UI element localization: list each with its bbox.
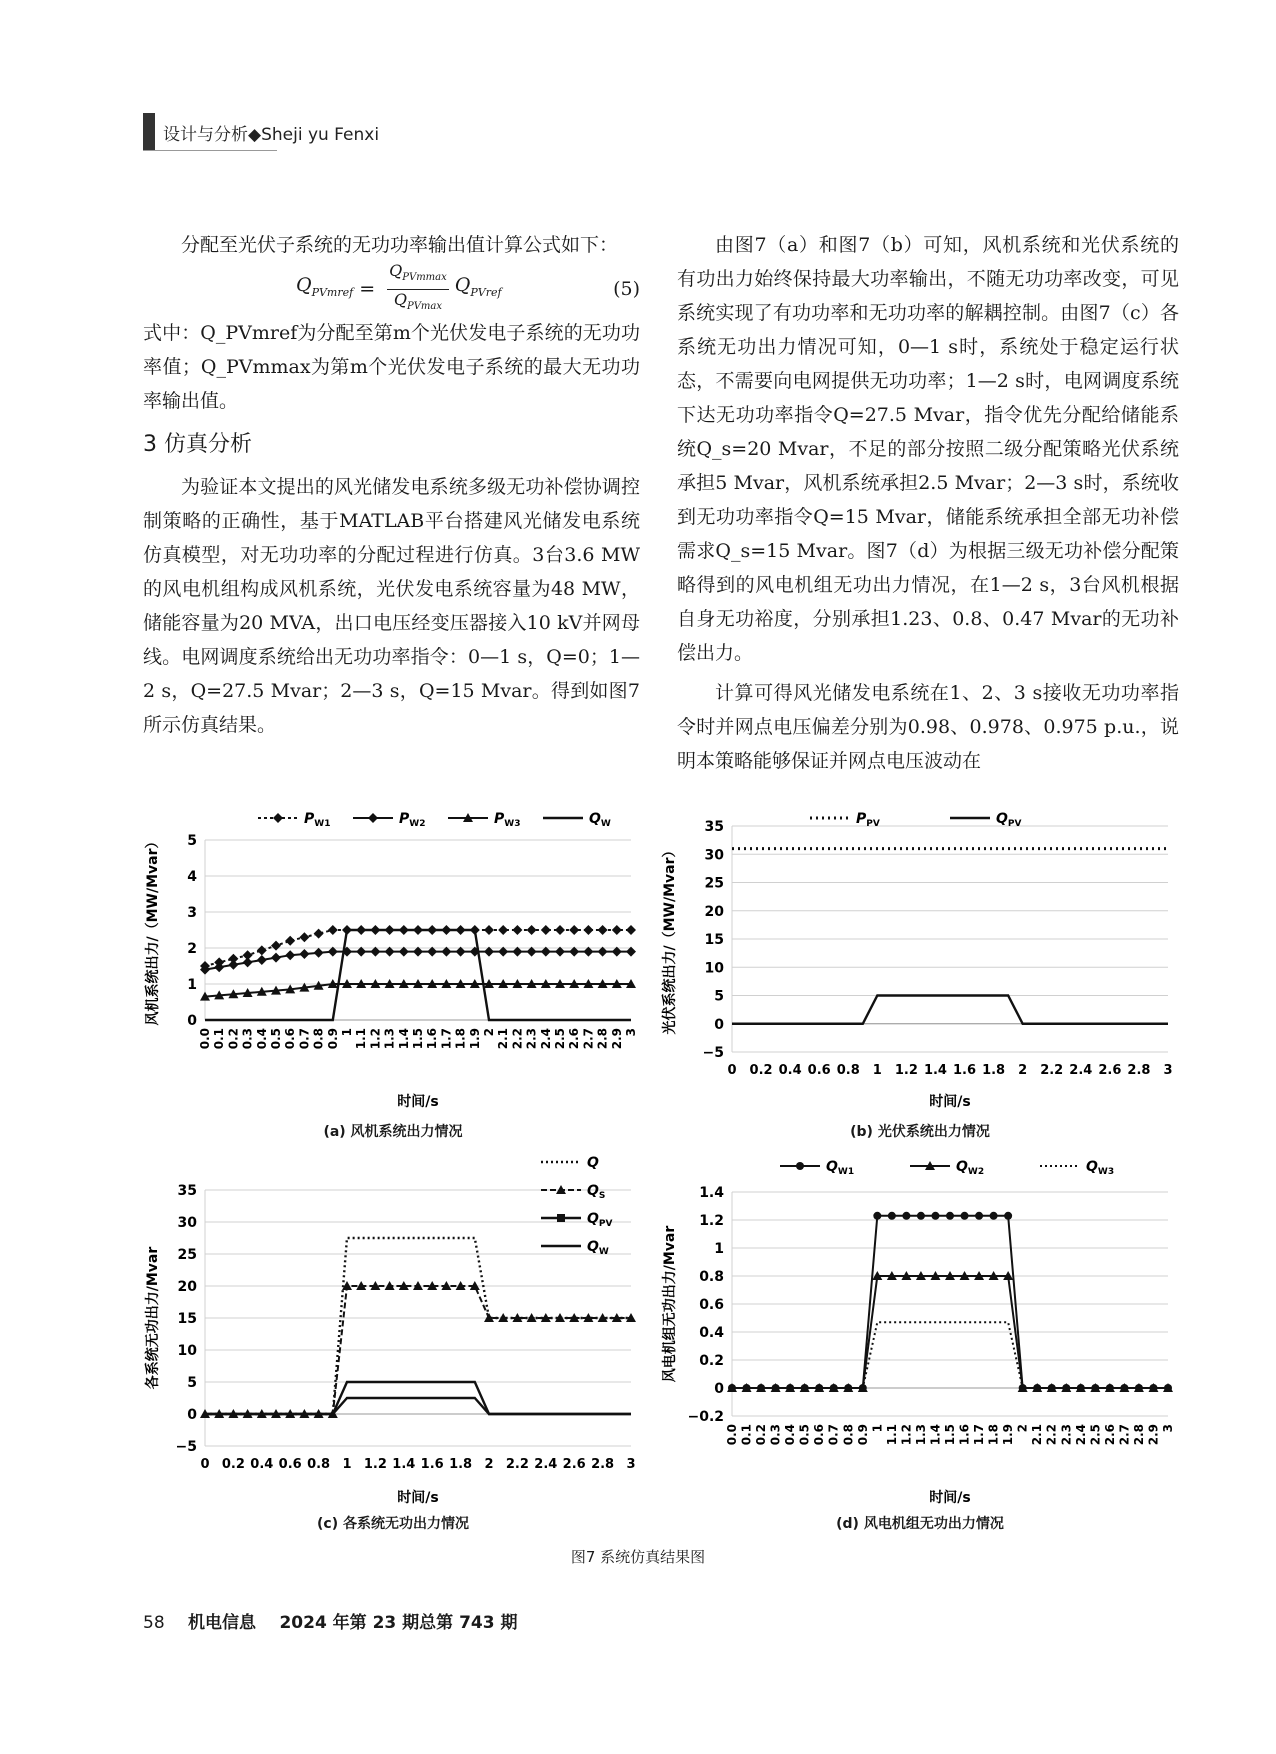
data-point xyxy=(541,925,551,935)
legend-label: $Q_{W2}$ xyxy=(956,1159,985,1177)
x-tick-label: 2.4 xyxy=(1069,1063,1093,1078)
x-tick-label: 1.4 xyxy=(396,1028,411,1050)
x-tick-label: 2.4 xyxy=(534,1457,558,1472)
data-point xyxy=(328,925,338,935)
y-tick-label: −5 xyxy=(175,1439,197,1455)
x-tick-label: 0 xyxy=(727,1063,737,1078)
x-tick-label: 3 xyxy=(626,1457,636,1472)
x-tick-label: 1.5 xyxy=(943,1424,957,1446)
equation-5: $Q_{PVmref}$ = $\frac{Q_{PVmmax}}{Q_{PVmax}}$ $Q_{PVref}$ (5) xyxy=(143,262,640,316)
x-tick-label: 1.9 xyxy=(1001,1424,1016,1446)
caption-c: (c) 各系统无功出力情况 xyxy=(317,1516,469,1532)
x-tick-label: 2.1 xyxy=(496,1028,511,1050)
paragraph: 为验证本文提出的风光储发电系统多级无功补偿协调控制策略的正确性，基于MATLAB平台搭建风光储发电系统仿真模型，对无功功率的分配过程进行仿真。3台3.6 MW的风电机组构成风机系统，光伏发电系统容量为48 MW，储能容量为20 MVA，出口电压经变压器接入10 kV并网母线。电网调度系统给出无功功率指令：0—1 s，Q=0；1—2 s，Q=27.5 Mvar；2—3 s，Q=15 Mvar。得到如图7所示仿真结果。 xyxy=(143,476,640,736)
data-point xyxy=(931,1212,939,1220)
issue-info: 2024 年第 23 期总第 743 期 xyxy=(279,1613,518,1633)
data-point xyxy=(990,1212,998,1220)
y-axis-label: 各系统无功出力/Mvar xyxy=(145,1246,161,1390)
x-tick-label: 1.6 xyxy=(953,1063,977,1078)
data-point xyxy=(583,925,593,935)
y-tick-label: 35 xyxy=(704,819,724,835)
x-tick-label: 0 xyxy=(200,1457,210,1472)
y-tick-label: 10 xyxy=(177,1343,197,1359)
y-tick-label: 1.2 xyxy=(699,1213,724,1229)
y-tick-label: 0.4 xyxy=(699,1325,724,1341)
x-tick-label: 0.8 xyxy=(836,1063,860,1078)
x-tick-label: 3 xyxy=(624,1028,638,1037)
x-tick-label: 0.5 xyxy=(797,1424,812,1446)
y-tick-label: 3 xyxy=(187,905,197,921)
y-tick-label: 0.2 xyxy=(699,1353,724,1369)
x-tick-label: 0.0 xyxy=(198,1028,212,1050)
data-point xyxy=(946,1212,954,1220)
x-tick-label: 2.7 xyxy=(581,1028,596,1050)
x-tick-label: 0.4 xyxy=(778,1063,802,1078)
x-axis-label: 时间/s xyxy=(929,1094,971,1110)
x-tick-label: 1.7 xyxy=(439,1028,454,1050)
legend-label: Q xyxy=(587,1155,599,1171)
data-point xyxy=(484,925,494,935)
x-tick-label: 2.8 xyxy=(1131,1424,1146,1446)
x-tick-label: 2.2 xyxy=(505,1457,529,1472)
x-tick-label: 0.7 xyxy=(826,1424,841,1446)
x-tick-label: 0.1 xyxy=(212,1028,227,1050)
chart-wind-system-output xyxy=(143,800,643,1112)
y-tick-label: 1 xyxy=(714,1241,724,1257)
y-tick-label: 0 xyxy=(187,1407,197,1423)
legend-label: $Q_{W3}$ xyxy=(1086,1159,1115,1177)
data-point xyxy=(299,932,309,942)
legend-label: $P_{W2}$ xyxy=(399,811,426,829)
legend-label: $P_{PV}$ xyxy=(856,811,880,829)
data-point xyxy=(888,1212,896,1220)
x-tick-label: 1.1 xyxy=(354,1028,369,1050)
x-tick-label: 1.4 xyxy=(392,1457,416,1472)
legend-label: $Q_W$ xyxy=(589,811,611,829)
x-tick-label: 0.6 xyxy=(807,1063,831,1078)
x-tick-label: 2.2 xyxy=(510,1028,525,1050)
data-point xyxy=(498,925,508,935)
equation-number: (5) xyxy=(613,278,640,300)
y-tick-label: −0.2 xyxy=(687,1409,724,1425)
x-tick-label: 1 xyxy=(340,1028,354,1037)
x-tick-label: 0.3 xyxy=(768,1424,783,1446)
x-tick-label: 1.4 xyxy=(923,1063,947,1078)
data-point xyxy=(612,925,622,935)
x-tick-label: 0.5 xyxy=(269,1028,283,1050)
y-tick-label: 25 xyxy=(177,1247,197,1263)
y-axis-label: 风机系统出力/（MW/Mvar） xyxy=(145,834,161,1026)
x-tick-label: 1.2 xyxy=(368,1028,383,1050)
x-tick-label: 2.4 xyxy=(1073,1424,1088,1446)
x-tick-label: 0.8 xyxy=(307,1457,331,1472)
data-point xyxy=(569,925,579,935)
y-tick-label: 5 xyxy=(714,988,724,1005)
x-tick-label: 0.2 xyxy=(754,1424,769,1446)
legend-label: $Q_W$ xyxy=(587,1239,609,1257)
x-axis-label: 时间/s xyxy=(397,1490,439,1506)
data-point xyxy=(257,955,267,965)
data-point xyxy=(299,949,309,959)
legend-marker xyxy=(368,813,378,823)
series-line xyxy=(205,1238,631,1414)
legend-label: $Q_{PV}$ xyxy=(587,1211,613,1229)
chart-svg xyxy=(143,1148,643,1508)
legend-label: $Q_{PV}$ xyxy=(996,811,1022,829)
data-point xyxy=(228,960,238,970)
x-tick-label: 0.7 xyxy=(297,1028,312,1050)
x-tick-label: 0.2 xyxy=(226,1028,241,1050)
x-tick-label: 1.3 xyxy=(382,1028,397,1050)
running-header xyxy=(143,112,379,152)
x-tick-label: 1.8 xyxy=(986,1424,1001,1446)
y-tick-label: 2 xyxy=(187,941,197,957)
x-tick-label: 1.5 xyxy=(411,1028,425,1050)
x-tick-label: 3 xyxy=(1163,1063,1173,1078)
y-tick-label: 5 xyxy=(187,833,197,849)
data-point xyxy=(512,925,522,935)
y-tick-label: 10 xyxy=(704,960,724,977)
series-line xyxy=(732,1216,1168,1388)
header-rule xyxy=(143,150,277,151)
eq-lhs: $Q_{PVmref}$ xyxy=(296,274,354,299)
x-tick-label: 0.4 xyxy=(783,1424,798,1446)
chart-turbine-reactive-output xyxy=(660,1148,1180,1508)
paragraph: 式中：Q_PVmref为分配至第m个光伏发电子系统的无功功率值；Q_PVmmax为第m个光伏发电子系统的最大无功功率输出值。 xyxy=(143,322,640,412)
series-line xyxy=(732,996,1168,1024)
x-tick-label: 0.6 xyxy=(283,1028,298,1050)
y-tick-label: 30 xyxy=(177,1215,197,1231)
x-tick-label: 2.3 xyxy=(1059,1424,1074,1446)
left-column xyxy=(143,228,640,742)
caption-b: (b) 光伏系统出力情况 xyxy=(850,1124,990,1140)
data-point xyxy=(873,1212,881,1220)
x-tick-label: 1.8 xyxy=(453,1028,468,1050)
x-tick-label: 0.3 xyxy=(240,1028,255,1050)
chart-reactive-output-all xyxy=(143,1148,643,1508)
x-tick-label: 2 xyxy=(484,1457,494,1472)
x-tick-label: 1.9 xyxy=(467,1028,482,1050)
chart-svg xyxy=(660,800,1180,1112)
y-tick-label: 0 xyxy=(714,1016,724,1033)
x-tick-label: 1.6 xyxy=(425,1028,440,1050)
legend-marker xyxy=(796,1162,804,1170)
x-tick-label: 2 xyxy=(1018,1063,1028,1078)
caption-a: (a) 风机系统出力情况 xyxy=(323,1124,463,1140)
x-tick-label: 0.9 xyxy=(855,1424,870,1446)
x-tick-label: 2.3 xyxy=(524,1028,539,1050)
data-point xyxy=(626,925,636,935)
data-point xyxy=(917,1212,925,1220)
x-tick-label: 1.2 xyxy=(899,1424,914,1446)
y-tick-label: 30 xyxy=(704,847,724,864)
x-tick-label: 1.4 xyxy=(928,1424,943,1446)
x-tick-label: 2 xyxy=(1015,1424,1030,1433)
x-tick-label: 2.6 xyxy=(1098,1063,1122,1078)
x-tick-label: 1.7 xyxy=(972,1424,987,1446)
data-point xyxy=(243,957,253,967)
x-tick-label: 0.2 xyxy=(221,1457,245,1472)
data-point xyxy=(285,936,295,946)
journal-name: 机电信息 xyxy=(188,1613,257,1633)
x-tick-label: 2.9 xyxy=(1146,1424,1161,1446)
x-axis-label: 时间/s xyxy=(929,1490,971,1506)
data-point xyxy=(1004,1212,1012,1220)
x-tick-label: 3 xyxy=(1161,1424,1175,1433)
x-tick-label: 1.8 xyxy=(449,1457,473,1472)
x-tick-label: 2.6 xyxy=(567,1028,582,1050)
y-tick-label: 5 xyxy=(187,1375,197,1391)
x-tick-label: 2.8 xyxy=(1127,1063,1151,1078)
y-axis-label: 风电机组无功出力/Mvar xyxy=(662,1225,678,1383)
paragraph: 计算可得风光储发电系统在1、2、3 s接收无功功率指令时并网点电压偏差分别为0.98、0.978、0.975 p.u.，说明本策略能够保证并网点电压波动在 xyxy=(677,682,1179,772)
x-tick-label: 1.2 xyxy=(363,1457,387,1472)
data-point xyxy=(285,950,295,960)
x-tick-label: 2.1 xyxy=(1030,1424,1045,1446)
page-number: 58 xyxy=(143,1613,165,1633)
figure-caption: 图7 系统仿真结果图 xyxy=(570,1548,706,1566)
x-tick-label: 2.8 xyxy=(595,1028,610,1050)
x-tick-label: 2.9 xyxy=(609,1028,624,1050)
x-tick-label: 1.3 xyxy=(913,1424,928,1446)
x-tick-label: 0.4 xyxy=(254,1028,269,1050)
data-point xyxy=(271,941,281,951)
x-tick-label: 0.1 xyxy=(739,1424,754,1446)
chart-svg xyxy=(143,800,643,1112)
data-point xyxy=(257,945,267,955)
x-tick-label: 2.4 xyxy=(538,1028,553,1050)
data-point xyxy=(975,1212,983,1220)
x-tick-label: 0.4 xyxy=(250,1457,274,1472)
legend-label: $Q_{W1}$ xyxy=(826,1159,855,1177)
section-heading: 3 仿真分析 xyxy=(143,432,252,457)
legend-label: $P_{W1}$ xyxy=(304,811,331,829)
header-bar xyxy=(143,113,155,151)
series-line xyxy=(205,1398,631,1414)
x-tick-label: 2 xyxy=(482,1028,496,1037)
data-point xyxy=(314,948,324,958)
eq-fraction: $\frac{Q_{PVmmax}}{Q_{PVmax}}$ xyxy=(389,261,447,312)
header-section-label: 设计与分析◆Sheji yu Fenxi xyxy=(163,124,380,145)
x-tick-label: 0.9 xyxy=(325,1028,340,1050)
series-line xyxy=(205,930,631,1020)
x-axis-label: 时间/s xyxy=(397,1094,439,1110)
x-tick-label: 2.2 xyxy=(1044,1424,1059,1446)
y-tick-label: 15 xyxy=(704,932,724,948)
y-tick-label: 0.6 xyxy=(699,1297,724,1313)
data-point xyxy=(527,925,537,935)
x-tick-label: 0.6 xyxy=(812,1424,827,1446)
y-tick-label: 25 xyxy=(704,875,724,892)
data-point xyxy=(902,1212,910,1220)
x-tick-label: 2.2 xyxy=(1040,1063,1064,1078)
x-tick-label: 1.6 xyxy=(957,1424,972,1446)
footer xyxy=(143,1608,518,1633)
x-tick-label: 1.8 xyxy=(982,1063,1006,1078)
x-tick-label: 0.0 xyxy=(725,1424,739,1446)
x-tick-label: 2.8 xyxy=(591,1457,615,1472)
y-tick-label: 20 xyxy=(704,903,724,920)
caption-d: (d) 风电机组无功出力情况 xyxy=(836,1516,1004,1532)
x-tick-label: 2.5 xyxy=(553,1028,567,1050)
paragraph: 分配至光伏子系统的无功功率输出值计算公式如下： xyxy=(181,234,619,256)
chart-pv-system-output xyxy=(660,800,1180,1112)
x-tick-label: 1 xyxy=(870,1424,885,1433)
data-point xyxy=(961,1212,969,1220)
legend-label: $Q_S$ xyxy=(587,1183,606,1201)
y-tick-label: 0.8 xyxy=(699,1269,724,1285)
y-tick-label: 1 xyxy=(187,977,197,993)
x-tick-label: 1 xyxy=(872,1063,882,1078)
x-tick-label: 0.8 xyxy=(311,1028,326,1050)
data-point xyxy=(598,925,608,935)
y-axis-label: 光伏系统出力/（MW/Mvar） xyxy=(662,843,678,1035)
legend-label: $P_{W3}$ xyxy=(494,811,521,829)
x-tick-label: 2.6 xyxy=(1102,1424,1117,1446)
x-tick-label: 1.1 xyxy=(884,1424,899,1446)
x-tick-label: 0.2 xyxy=(749,1063,773,1078)
y-tick-label: −5 xyxy=(702,1045,724,1061)
right-column xyxy=(677,228,1179,778)
y-tick-label: 15 xyxy=(177,1311,197,1327)
x-tick-label: 2.6 xyxy=(562,1457,586,1472)
x-tick-label: 1.2 xyxy=(894,1063,918,1078)
x-tick-label: 0.8 xyxy=(841,1424,856,1446)
x-tick-label: 1.6 xyxy=(420,1457,444,1472)
data-point xyxy=(271,953,281,963)
y-tick-label: 0 xyxy=(187,1013,197,1029)
data-point xyxy=(555,925,565,935)
y-tick-label: 20 xyxy=(177,1279,197,1295)
legend-marker xyxy=(557,1214,565,1222)
x-tick-label: 2.7 xyxy=(1117,1424,1132,1446)
data-point xyxy=(314,929,324,939)
y-tick-label: 0 xyxy=(714,1381,724,1397)
y-tick-label: 1.4 xyxy=(699,1185,724,1201)
x-tick-label: 0.6 xyxy=(278,1457,302,1472)
x-tick-label: 1 xyxy=(342,1457,352,1472)
paragraph: 由图7（a）和图7（b）可知，风机系统和光伏系统的有功出力始终保持最大功率输出，不随无功功率改变，可见系统实现了有功功率和无功功率的解耦控制。由图7（c）各系统无功出力情况可知，0—1 s时，系统处于稳定运行状态，不需要向电网提供无功功率；1—2 s时，电网调度系统下达无功功率指令Q=27.5 Mvar，指令优先分配给储能系统Q_s=20 Mvar，不足的部分按照二级分配策略光伏系统承担5 Mvar，风机系统承担2.5 Mvar；2—3 s时，系统收到无功功率指令Q=15 Mvar，储能系统承担全部无功补偿需求Q_s=15 Mvar。图7（d）为根据三级无功补偿分配策略得到的风电机组无功出力情况，在1—2 s，3台风机根据自身无功裕度，分别承担1.23、0.8、0.47 Mvar的无功补偿出力。 xyxy=(677,234,1179,664)
y-tick-label: 35 xyxy=(177,1183,197,1199)
legend-marker xyxy=(273,813,283,823)
chart-svg xyxy=(660,1148,1180,1508)
y-tick-label: 4 xyxy=(187,869,197,885)
x-tick-label: 2.5 xyxy=(1088,1424,1103,1446)
eq-rhs: $Q_{PVref}$ xyxy=(454,274,502,299)
